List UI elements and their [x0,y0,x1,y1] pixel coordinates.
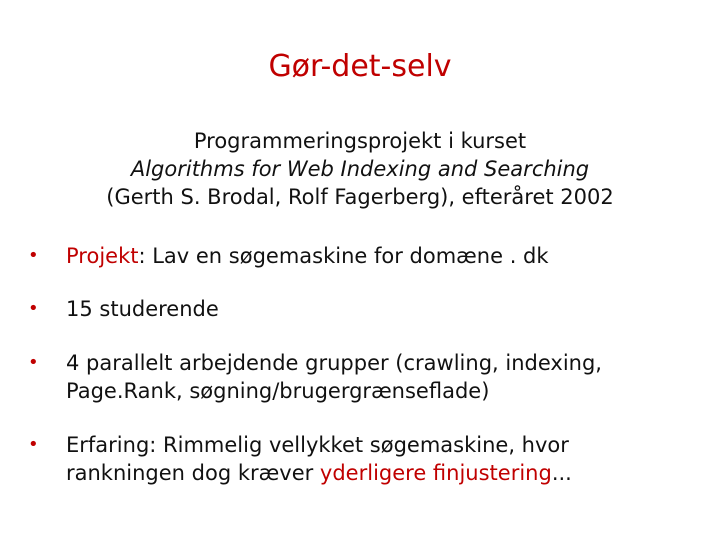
bullet-text-before: rankningen dog kræver [66,461,320,485]
bullet-item-projekt [28,242,708,270]
bullet-text: 15 studerende [66,297,219,321]
bullet-text-rest: : Lav en søgemaskine for domæne . dk [138,244,549,268]
bullet-item-studerende [28,295,708,323]
bullet-text [66,242,708,270]
slide-title: Gør-det-selv [268,49,452,84]
bullet-dot-icon: • [28,245,39,266]
bullet-text-line-2: Page.Rank, søgning/brugergrænseflade) [66,379,490,403]
bullet-item-grupper [28,349,708,405]
highlight-projekt: Projekt [66,244,139,268]
bullet-dot-icon: • [28,352,39,373]
bullet-text-line-2 [66,459,708,487]
bullet-dot-icon: • [28,434,39,455]
subtitle-line-1: Programmeringsprojekt i kurset [193,129,527,153]
slide-subtitle [40,127,680,211]
bullet-item-erfaring [28,431,708,487]
highlight-finjustering: yderligere finjustering [319,461,552,485]
bullet-dot-icon: • [28,298,39,319]
subtitle-line-3: (Gerth S. Brodal, Rolf Fagerberg), efteråret 2002 [106,185,614,209]
subtitle-course-name: Algorithms for Web Indexing and Searching [130,157,590,181]
bullet-text-line-1: 4 parallelt arbejdende grupper (crawling, indexing, [66,351,602,375]
bullet-text-line-1: Erfaring: Rimmelig vellykket søgemaskine, hvor [66,433,569,457]
bullet-text-after: ... [551,461,572,485]
